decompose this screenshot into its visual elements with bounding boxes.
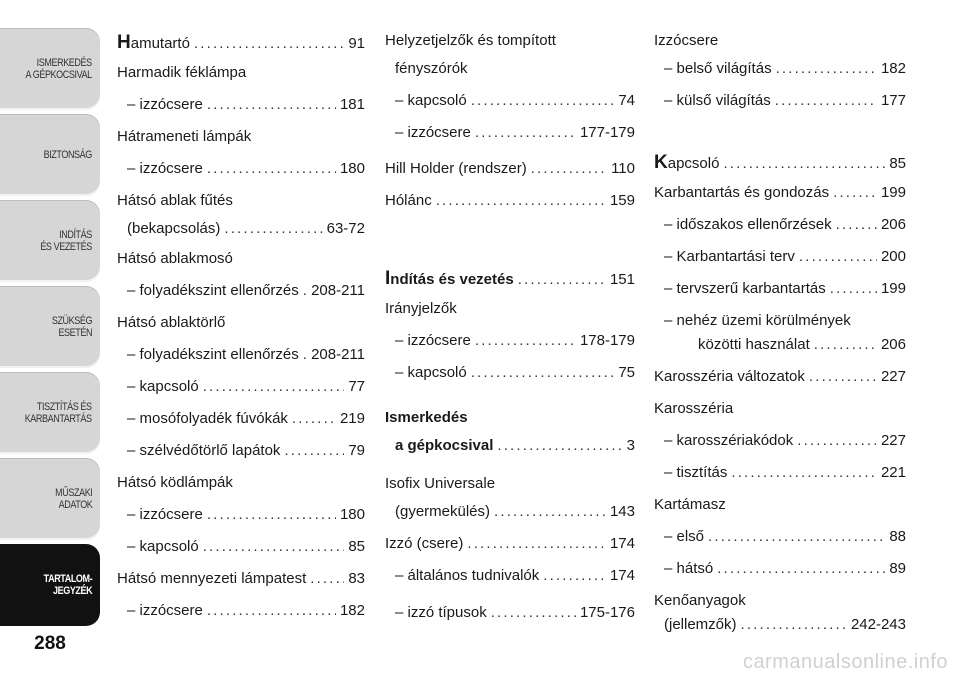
index-entry-text: fényszórók	[395, 60, 468, 77]
index-entry	[385, 437, 635, 454]
index-entry	[654, 368, 906, 385]
page-reference[interactable]: 159	[609, 192, 635, 209]
index-entry-text: – kapcsoló	[127, 538, 199, 555]
index-entry-text: Ismerkedés	[385, 409, 468, 426]
index-entry-text: Harmadik féklámpa	[117, 64, 247, 81]
page-reference[interactable]: 177	[880, 92, 906, 109]
leader-dots	[203, 378, 345, 395]
index-entry	[117, 160, 365, 177]
index-entry-text: Karbantartás és gondozás	[654, 184, 830, 201]
index-entry	[117, 410, 365, 427]
leader-dots	[303, 346, 307, 363]
leader-dots	[543, 567, 606, 584]
index-entry-text: – tisztítás	[664, 464, 728, 481]
index-entry-text: Helyzetjelzők és tompított	[385, 32, 556, 49]
chapter-tab-label: ISMERKEDÉS A GÉPKOCSIVAL	[25, 57, 92, 81]
page-reference[interactable]: 221	[880, 464, 906, 481]
page-reference[interactable]: 208-211	[311, 282, 365, 299]
page-reference[interactable]: 182	[339, 602, 365, 619]
index-entry-text: Izzócsere	[654, 32, 719, 49]
leader-dots	[809, 368, 877, 385]
index-entry	[654, 336, 906, 353]
page-reference[interactable]: 74	[618, 92, 635, 109]
page-reference[interactable]: 91	[348, 35, 365, 52]
index-entry	[654, 184, 906, 201]
index-entry-text: – külső világítás	[664, 92, 771, 109]
page-reference[interactable]: 227	[880, 432, 906, 449]
index-entry	[385, 124, 635, 141]
page-reference[interactable]: 3	[626, 437, 635, 454]
page-reference[interactable]: 200	[880, 248, 906, 265]
index-entry	[117, 346, 365, 363]
leader-dots	[775, 92, 877, 109]
index-entry	[385, 92, 635, 109]
index-letter: K	[654, 152, 668, 173]
index-entry-text: Hátsó ablak fűtés	[117, 192, 233, 209]
leader-dots	[471, 364, 615, 381]
leader-dots	[797, 432, 877, 449]
leader-dots	[475, 332, 576, 349]
index-entry-text: – szélvédőtörlő lapátok	[127, 442, 281, 459]
page-reference[interactable]: 85	[348, 538, 365, 555]
page-reference[interactable]: 199	[880, 184, 906, 201]
leader-dots	[284, 442, 344, 459]
page-reference[interactable]: 180	[339, 160, 365, 177]
index-entry-text: – kapcsoló	[395, 92, 467, 109]
index-entry	[385, 60, 635, 77]
index-entry	[385, 604, 635, 621]
index-entry-text: – izzó típusok	[395, 604, 487, 621]
index-entry	[385, 192, 635, 209]
index-entry	[654, 92, 906, 109]
page-reference[interactable]: 89	[889, 560, 906, 577]
index-entry-text: amutartó	[130, 35, 190, 52]
leader-dots	[494, 503, 606, 520]
index-entry-text: Hátsó mennyezeti lámpatest	[117, 570, 307, 587]
page-reference[interactable]: 143	[609, 503, 635, 520]
page-reference[interactable]: 199	[880, 280, 906, 297]
index-entry	[654, 528, 906, 545]
leader-dots	[717, 560, 885, 577]
index-entry-text: Izzó (csere)	[385, 535, 464, 552]
index-entry	[117, 474, 365, 491]
leader-dots	[194, 35, 344, 52]
index-entry-text: Hill Holder (rendszer)	[385, 160, 527, 177]
page-reference[interactable]: 83	[348, 570, 365, 587]
index-entry-text: (jellemzők)	[664, 616, 737, 633]
page-reference[interactable]: 85	[889, 155, 906, 172]
index-entry	[385, 32, 635, 49]
index-entry-text: apcsoló	[667, 155, 720, 172]
leader-dots	[830, 280, 877, 297]
leader-dots	[203, 538, 345, 555]
index-entry	[654, 400, 906, 417]
index-entry-text: – belső világítás	[664, 60, 772, 77]
chapter-tab-label: TISZTÍTÁS ÉS KARBANTARTÁS	[25, 401, 92, 425]
leader-dots	[723, 155, 885, 172]
index-entry-text: – általános tudnivalók	[395, 567, 540, 584]
leader-dots	[531, 160, 607, 177]
index-entry-text: – izzócsere	[127, 506, 203, 523]
leader-dots	[471, 92, 615, 109]
index-entry	[654, 280, 906, 297]
page-reference[interactable]: 181	[339, 96, 365, 113]
page-reference[interactable]: 110	[611, 160, 635, 177]
leader-dots	[310, 570, 344, 587]
index-entry	[117, 250, 365, 267]
index-entry	[385, 332, 635, 349]
index-entry-text: – kapcsoló	[395, 364, 467, 381]
watermark: carmanualsonline.info	[742, 651, 948, 673]
leader-dots	[467, 535, 606, 552]
page-reference[interactable]: 182	[880, 60, 906, 77]
index-entry	[654, 312, 906, 329]
index-entry	[117, 220, 365, 237]
page-reference[interactable]: 151	[609, 271, 635, 288]
index-entry	[385, 475, 635, 492]
index-entry	[117, 442, 365, 459]
index-entry-text: Kartámasz	[654, 496, 726, 513]
leader-dots	[776, 60, 877, 77]
leader-dots	[207, 602, 336, 619]
index-entry	[654, 32, 906, 49]
index-entry	[385, 535, 635, 552]
page-reference[interactable]: 88	[889, 528, 906, 545]
index-entry-text: – nehéz üzemi körülmények	[664, 312, 851, 329]
index-entry-text: – első	[664, 528, 705, 545]
chapter-tab-label: MŰSZAKI ADATOK	[54, 487, 92, 511]
index-entry	[117, 602, 365, 619]
leader-dots	[836, 216, 877, 233]
index-entry-text: – izzócsere	[127, 602, 203, 619]
leader-dots	[207, 96, 336, 113]
index-entry	[654, 216, 906, 233]
index-entry	[654, 152, 906, 174]
chapter-tab-label: BIZTONSÁG	[43, 149, 92, 161]
index-entry-text: – Karbantartási terv	[664, 248, 795, 265]
index-entry	[654, 592, 906, 609]
index-entry-text: – karosszériakódok	[664, 432, 794, 449]
index-entry-text: Irányjelzők	[385, 300, 457, 317]
page-reference[interactable]: 174	[609, 567, 635, 584]
index-entry-text: Hátsó ködlámpák	[117, 474, 233, 491]
index-entry-text: – folyadékszint ellenőrzés	[127, 346, 299, 363]
leader-dots	[731, 464, 877, 481]
chapter-tab[interactable]	[0, 28, 100, 110]
index-entry-text: (gyermekülés)	[395, 503, 491, 520]
page-reference[interactable]: 206	[880, 216, 906, 233]
chapter-tab-label: TARTALOM- JEGYZÉK	[43, 573, 92, 597]
page-reference[interactable]: 77	[348, 378, 365, 395]
index-entry	[385, 300, 635, 317]
page-reference[interactable]: 174	[609, 535, 635, 552]
chapter-tab[interactable]	[0, 114, 100, 196]
index-entry-text: – tervszerű karbantartás	[664, 280, 826, 297]
index-entry	[117, 506, 365, 523]
index-entry-text: – izzócsere	[127, 96, 203, 113]
index-entry	[117, 538, 365, 555]
index-entry-text: Karosszéria változatok	[654, 368, 805, 385]
leader-dots	[497, 437, 622, 454]
leader-dots	[303, 282, 307, 299]
index-entry	[117, 570, 365, 587]
leader-dots	[475, 124, 576, 141]
index-entry-text: közötti használat	[698, 336, 810, 353]
index-entry-text: – izzócsere	[127, 160, 203, 177]
leader-dots	[224, 220, 322, 237]
index-entry-text: – hátsó	[664, 560, 714, 577]
index-entry	[385, 503, 635, 520]
index-entry	[654, 616, 906, 633]
page-reference[interactable]: 79	[348, 442, 365, 459]
chapter-tab[interactable]	[0, 458, 100, 540]
index-entry	[385, 567, 635, 584]
index-entry	[654, 248, 906, 265]
page-reference[interactable]: 75	[618, 364, 635, 381]
page-reference[interactable]: 208-211	[311, 346, 365, 363]
leader-dots	[741, 616, 847, 633]
index-entry	[654, 432, 906, 449]
index-entry	[654, 60, 906, 77]
index-entry-text: Karosszéria	[654, 400, 734, 417]
index-entry-text: Hátsó ablaktörlő	[117, 314, 226, 331]
index-entry-text: – izzócsere	[395, 332, 471, 349]
index-entry	[654, 464, 906, 481]
chapter-tab[interactable]	[0, 544, 100, 626]
index-entry	[385, 160, 635, 177]
chapter-tab[interactable]	[0, 286, 100, 368]
index-entry-text: – időszakos ellenőrzések	[664, 216, 832, 233]
leader-dots	[799, 248, 877, 265]
index-entry-text: – mosófolyadék fúvókák	[127, 410, 288, 427]
index-entry	[117, 282, 365, 299]
chapter-tab-label: SZÜKSÉG ESETÉN	[51, 315, 92, 339]
index-entry	[117, 192, 365, 209]
chapter-tab-label: INDÍTÁS ÉS VEZETÉS	[40, 229, 92, 253]
leader-dots	[436, 192, 606, 209]
index-entry	[654, 560, 906, 577]
index-entry-text: a gépkocsival	[395, 437, 494, 454]
index-entry	[117, 314, 365, 331]
chapter-tab[interactable]	[0, 200, 100, 282]
index-entry-text: (bekapcsolás)	[127, 220, 221, 237]
index-entry-text: Hátsó ablakmosó	[117, 250, 233, 267]
page-number: 288	[34, 633, 66, 654]
index-entry	[117, 378, 365, 395]
index-entry	[117, 64, 365, 81]
leader-dots	[207, 506, 336, 523]
index-entry-text: Isofix Universale	[385, 475, 496, 492]
leader-dots	[708, 528, 885, 545]
index-entry-text: – folyadékszint ellenőrzés	[127, 282, 299, 299]
page-reference[interactable]: 206	[880, 336, 906, 353]
index-entry-text: – kapcsoló	[127, 378, 199, 395]
leader-dots	[207, 160, 336, 177]
leader-dots	[491, 604, 576, 621]
page-reference[interactable]: 180	[339, 506, 365, 523]
page-reference[interactable]: 178-179	[579, 332, 635, 349]
index-entry-text: Hólánc	[385, 192, 432, 209]
index-entry	[385, 409, 635, 426]
index-entry	[385, 268, 635, 290]
leader-dots	[518, 271, 606, 288]
index-entry	[654, 496, 906, 513]
index-entry	[117, 32, 365, 54]
index-entry-text: Kenőanyagok	[654, 592, 746, 609]
page-reference[interactable]: 227	[880, 368, 906, 385]
index-entry-text: – izzócsere	[395, 124, 471, 141]
index-entry	[117, 128, 365, 145]
index-letter: H	[117, 32, 131, 53]
index-entry	[385, 364, 635, 381]
chapter-tab[interactable]	[0, 372, 100, 454]
page-reference[interactable]: 219	[339, 410, 365, 427]
page-reference[interactable]: 242-243	[850, 616, 906, 633]
index-entry-text: Hátrameneti lámpák	[117, 128, 252, 145]
leader-dots	[833, 184, 877, 201]
page-reference[interactable]: 63-72	[326, 220, 365, 237]
index-entry	[117, 96, 365, 113]
leader-dots	[814, 336, 877, 353]
page-reference[interactable]: 177-179	[579, 124, 635, 141]
index-letter: I	[385, 268, 391, 289]
page-reference[interactable]: 175-176	[579, 604, 635, 621]
leader-dots	[292, 410, 336, 427]
index-entry-text: ndítás és vezetés	[390, 271, 514, 288]
